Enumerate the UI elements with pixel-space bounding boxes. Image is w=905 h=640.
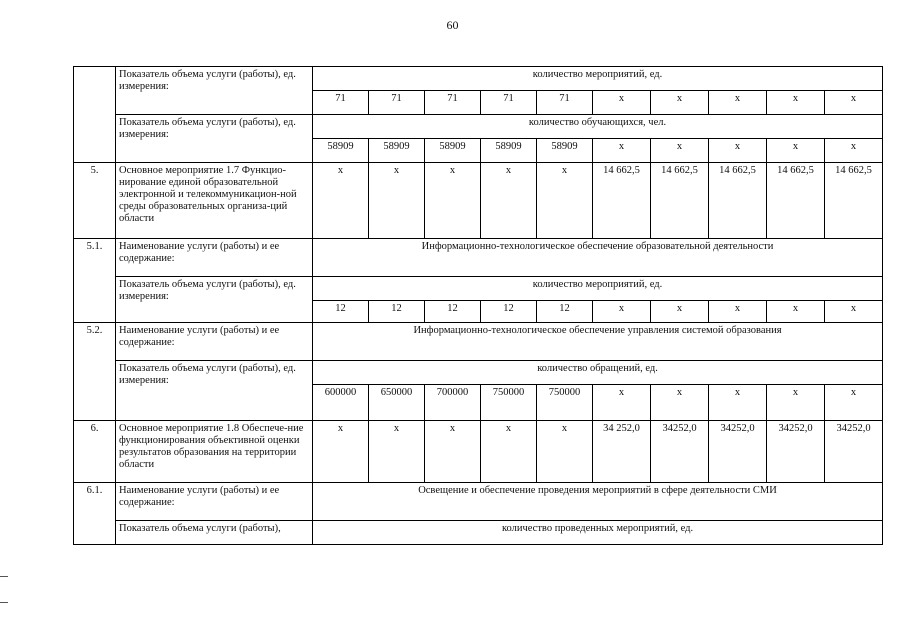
value-cell: 34252,0 xyxy=(767,421,825,483)
page-number: 60 xyxy=(446,18,459,32)
row-label: Показатель объема услуги (работы), ед. измерения: xyxy=(116,115,313,163)
margin-mark xyxy=(0,576,8,577)
row-heading: Информационно-технологическое обеспечение образовательной деятельности xyxy=(313,239,883,277)
value-cell: 12 xyxy=(481,301,537,323)
row-heading: количество мероприятий, ед. xyxy=(313,277,883,301)
value-cell: 34252,0 xyxy=(651,421,709,483)
value-cell: х xyxy=(313,163,369,239)
value-cell: х xyxy=(709,139,767,163)
value-cell: х xyxy=(767,301,825,323)
margin-mark xyxy=(0,602,8,603)
value-cell: 600000 xyxy=(313,385,369,421)
value-cell: 14 662,5 xyxy=(593,163,651,239)
value-cell: 14 662,5 xyxy=(651,163,709,239)
table-row xyxy=(74,521,883,545)
value-cell: х xyxy=(425,163,481,239)
table-row xyxy=(74,277,883,301)
row-heading: количество обращений, ед. xyxy=(313,361,883,385)
row-label: Наименование услуги (работы) и ее содержание: xyxy=(116,483,313,521)
row-heading: Информационно-технологическое обеспечение управления системой образования xyxy=(313,323,883,361)
value-cell: 71 xyxy=(313,91,369,115)
value-cell: 34 252,0 xyxy=(593,421,651,483)
value-cell: 58909 xyxy=(369,139,425,163)
row-heading: Освещение и обеспечение проведения мероприятий в сфере деятельности СМИ xyxy=(313,483,883,521)
value-cell: 12 xyxy=(313,301,369,323)
value-cell: 750000 xyxy=(481,385,537,421)
row-number: 5.2. xyxy=(74,323,116,421)
row-label: Показатель объема услуги (работы), ед. измерения: xyxy=(116,67,313,115)
row-label: Показатель объема услуги (работы), ед. измерения: xyxy=(116,277,313,323)
value-cell: 14 662,5 xyxy=(709,163,767,239)
value-cell: х xyxy=(651,385,709,421)
value-cell: х xyxy=(481,163,537,239)
value-cell: х xyxy=(537,421,593,483)
value-cell: 71 xyxy=(481,91,537,115)
table-row xyxy=(74,421,883,483)
table-row xyxy=(74,239,883,277)
value-cell: х xyxy=(825,385,883,421)
table-row xyxy=(74,323,883,361)
value-cell: х xyxy=(767,91,825,115)
value-cell: 750000 xyxy=(537,385,593,421)
value-cell: х xyxy=(593,301,651,323)
value-cell: 34252,0 xyxy=(825,421,883,483)
program-table xyxy=(73,66,883,545)
value-cell: х xyxy=(709,91,767,115)
value-cell: 58909 xyxy=(481,139,537,163)
row-label: Наименование услуги (работы) и ее содержание: xyxy=(116,239,313,277)
value-cell: 58909 xyxy=(313,139,369,163)
value-cell: 58909 xyxy=(537,139,593,163)
value-cell: х xyxy=(767,139,825,163)
value-cell: х xyxy=(369,421,425,483)
value-cell: х xyxy=(425,421,481,483)
value-cell: х xyxy=(593,91,651,115)
value-cell: х xyxy=(481,421,537,483)
row-label: Основное мероприятие 1.7 Функцио-нирование единой образовательной электронной и телекоммуникацион-ной среды образовательных организа-ций области xyxy=(116,163,313,239)
value-cell: 71 xyxy=(537,91,593,115)
value-cell: х xyxy=(651,139,709,163)
row-number: 6. xyxy=(74,421,116,483)
value-cell: 12 xyxy=(425,301,481,323)
value-cell: 12 xyxy=(537,301,593,323)
value-cell: х xyxy=(825,301,883,323)
value-cell: х xyxy=(593,139,651,163)
table-row xyxy=(74,361,883,385)
value-cell: х xyxy=(825,139,883,163)
value-cell: х xyxy=(767,385,825,421)
value-cell: х xyxy=(825,91,883,115)
row-label: Показатель объема услуги (работы), ед. измерения: xyxy=(116,361,313,421)
row-heading: количество проведенных мероприятий, ед. xyxy=(313,521,883,545)
value-cell: х xyxy=(709,301,767,323)
table-row xyxy=(74,483,883,521)
value-cell: х xyxy=(537,163,593,239)
value-cell: х xyxy=(593,385,651,421)
row-label: Основное мероприятие 1.8 Обеспече-ние функционирования объективной оценки результатов образования на территории области xyxy=(116,421,313,483)
value-cell: 650000 xyxy=(369,385,425,421)
value-cell: х xyxy=(313,421,369,483)
row-label: Наименование услуги (работы) и ее содержание: xyxy=(116,323,313,361)
value-cell: 34252,0 xyxy=(709,421,767,483)
value-cell: х xyxy=(369,163,425,239)
row-number xyxy=(74,67,116,163)
value-cell: х xyxy=(709,385,767,421)
value-cell: 700000 xyxy=(425,385,481,421)
table-row xyxy=(74,163,883,239)
value-cell: 14 662,5 xyxy=(767,163,825,239)
value-cell: 58909 xyxy=(425,139,481,163)
row-number: 5. xyxy=(74,163,116,239)
value-cell: х xyxy=(651,91,709,115)
value-cell: 12 xyxy=(369,301,425,323)
row-label: Показатель объема услуги (работы), xyxy=(116,521,313,545)
row-heading: количество мероприятий, ед. xyxy=(313,67,883,91)
row-number: 6.1. xyxy=(74,483,116,545)
value-cell: 71 xyxy=(425,91,481,115)
row-heading: количество обучающихся, чел. xyxy=(313,115,883,139)
table-row xyxy=(74,67,883,91)
value-cell: 14 662,5 xyxy=(825,163,883,239)
table-row xyxy=(74,115,883,139)
value-cell: х xyxy=(651,301,709,323)
value-cell: 71 xyxy=(369,91,425,115)
row-number: 5.1. xyxy=(74,239,116,323)
